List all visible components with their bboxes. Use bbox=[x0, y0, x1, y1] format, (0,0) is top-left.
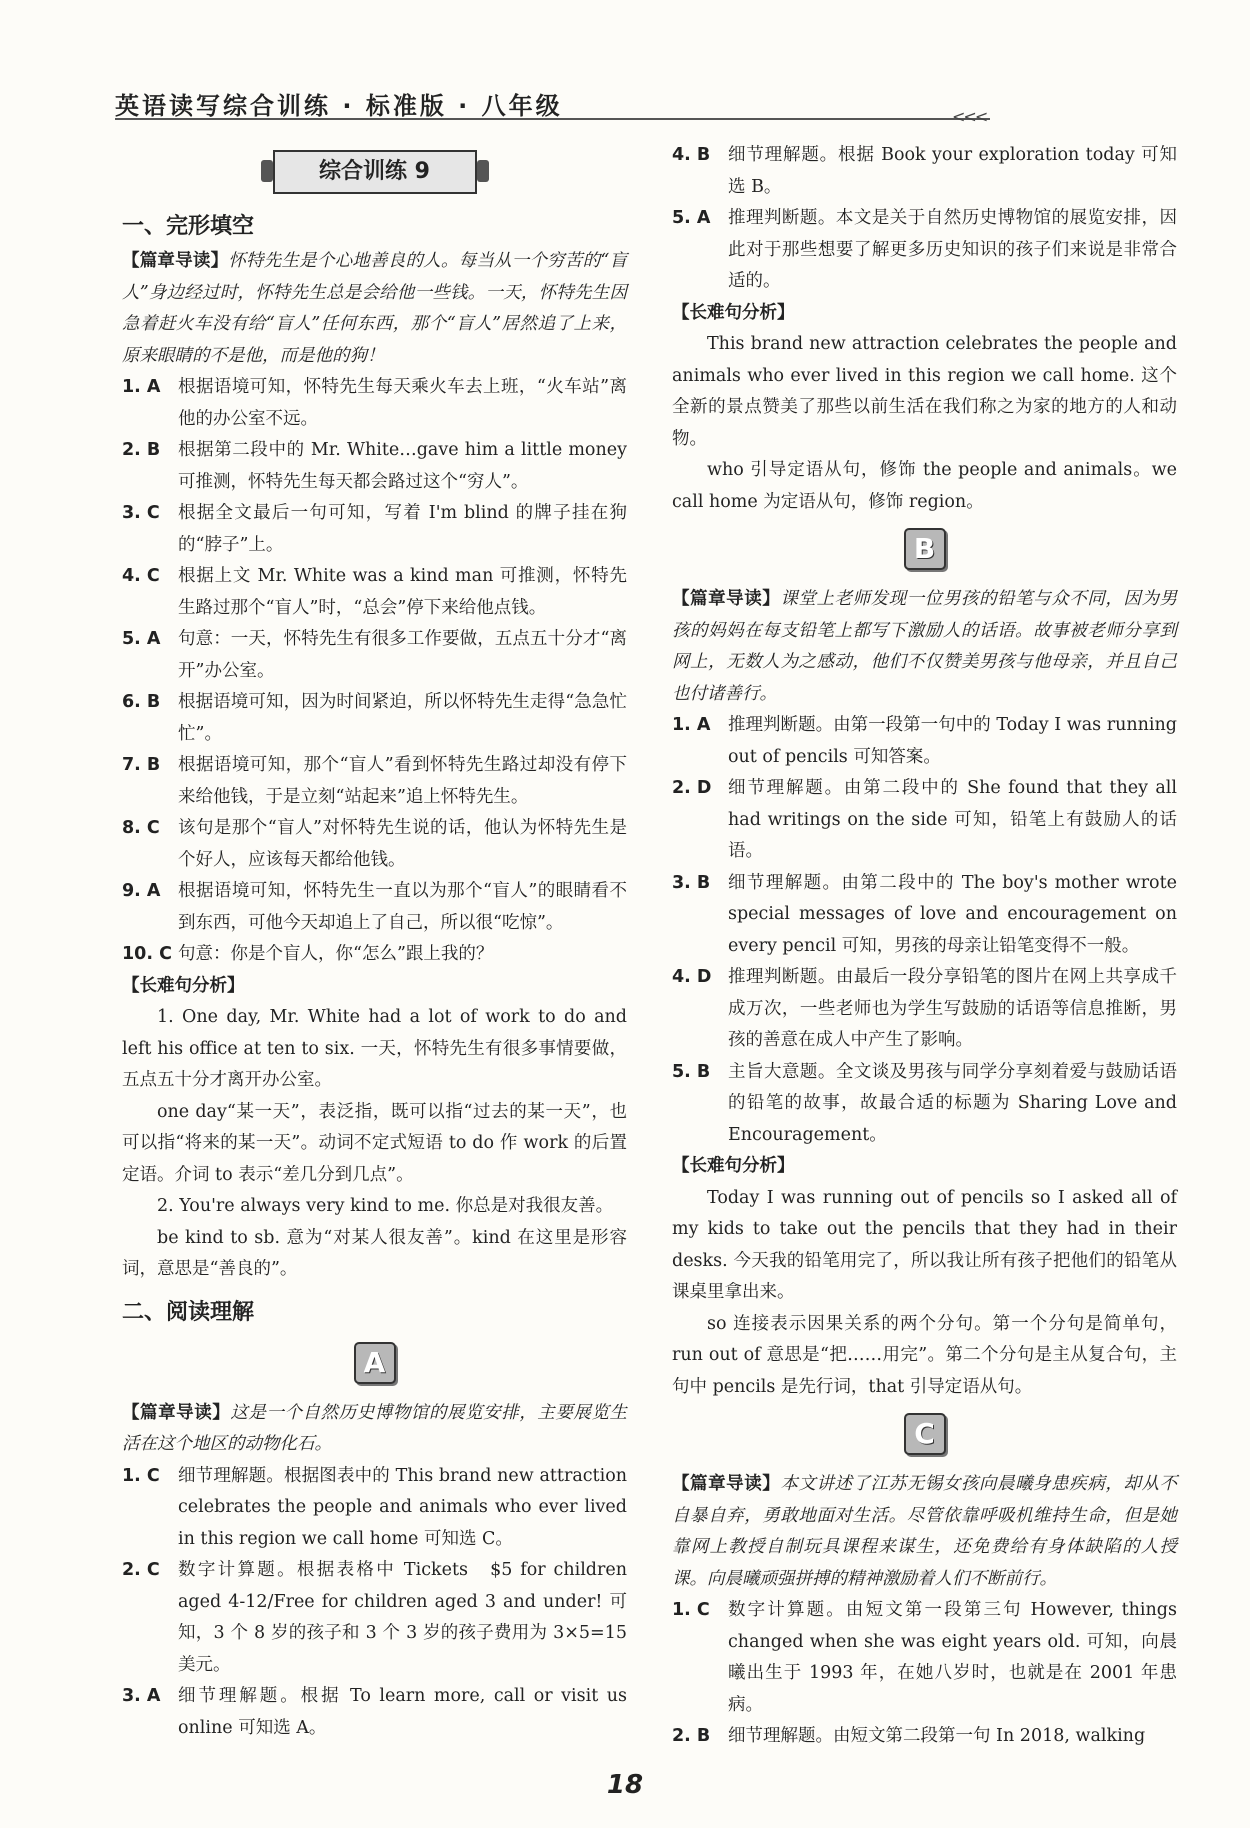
answer-item bbox=[672, 710, 1177, 773]
guide-b bbox=[672, 584, 1177, 710]
answer-item bbox=[122, 624, 627, 687]
answer-text: 细节理解题。根据图表中的 This brand new attraction celebrates the people and animals who ever lived in this region we call home 可知选 C。 bbox=[178, 1465, 627, 1549]
answer-item bbox=[122, 939, 627, 971]
guide-tag: 【篇章导读】 bbox=[672, 1474, 781, 1494]
passage-a-badge: A bbox=[354, 1342, 396, 1384]
answer-item bbox=[672, 773, 1177, 868]
guide-c bbox=[672, 1469, 1177, 1595]
answer-number: 4. C bbox=[122, 566, 160, 586]
guide-text: 本文讲述了江苏无锡女孩向晨曦身患疾病，却从不自暴自弃，勇敢地面对生活。尽管依靠呼吸机维持生命，但是她靠网上教授自制玩具课程来谋生，还免费给有身体缺陷的人授课。向晨曦顽强拼搏的精神激励着人们不断前行。 bbox=[672, 1474, 1178, 1589]
passage-b-badge: B bbox=[904, 528, 946, 570]
answer-item bbox=[122, 1555, 627, 1681]
answer-list-c bbox=[672, 1595, 1177, 1753]
guide-tag: 【篇章导读】 bbox=[672, 589, 781, 609]
answer-text: 细节理解题。由第二段中的 The boy's mother wrote special messages of love and encouragement on every pencil 可知，男孩的母亲让铅笔变得不一般。 bbox=[728, 872, 1177, 956]
guide-text: 课堂上老师发现一位男孩的铅笔与众不同，因为男孩的妈妈在每支铅笔上都写下激励人的话语。故事被老师分享到网上，无数人为之感动，他们不仅赞美男孩与他母亲，并且自己也付诸善行。 bbox=[672, 589, 1178, 704]
long-sentence-paragraph: 1. One day, Mr. White had a lot of work to do and left his office at ten to six. 一天，怀特先生有很多事情要做，五点五十分才离开办公室。 bbox=[122, 1007, 627, 1090]
answer-item bbox=[122, 372, 627, 435]
answer-number: 2. C bbox=[122, 1560, 160, 1580]
answer-number: 7. B bbox=[122, 755, 161, 775]
answer-text: 根据语境可知，怀特先生一直以为那个“盲人”的眼睛看不到东西，可他今天却追上了自己，所以很“吃惊”。 bbox=[178, 881, 627, 933]
answer-item bbox=[122, 435, 627, 498]
long-sentence-paragraph: This brand new attraction celebrates the people and animals who ever lived in this region we call home. 这个全新的景点赞美了那些以前生活在我们称之为家的地方的人和动物。 bbox=[672, 334, 1177, 449]
answer-text: 主旨大意题。全文谈及男孩与同学分享刻着爱与鼓励话语的铅笔的故事，故最合适的标题为 Sharing Love and Encouragement。 bbox=[728, 1061, 1177, 1145]
answer-text: 句意：一天，怀特先生有很多工作要做，五点五十分才“离开”办公室。 bbox=[178, 629, 627, 681]
section-reading-title: 二、阅读理解 bbox=[122, 1299, 255, 1325]
answer-number: 10. C bbox=[122, 944, 172, 964]
answer-item bbox=[122, 498, 627, 561]
answer-item bbox=[122, 813, 627, 876]
answer-text: 细节理解题。由短文第二段第一句 In 2018, walking bbox=[728, 1726, 1146, 1746]
answer-number: 2. D bbox=[672, 778, 712, 798]
answer-item bbox=[122, 1461, 627, 1556]
answer-list-a-cont bbox=[672, 140, 1177, 298]
answer-number: 2. B bbox=[122, 440, 161, 460]
answer-text: 细节理解题。由第二段中的 She found that they all had writings on the side 可知，铅笔上有鼓励人的话语。 bbox=[728, 778, 1177, 861]
answer-text: 细节理解题。根据 Book your exploration today 可知选 B。 bbox=[728, 145, 1177, 197]
long-sentence-paragraph: Today I was running out of pencils so I asked all of my kids to take out the pencils that they had in their desks. 今天我的铅笔用完了，所以我让所有孩子把他们的铅笔从课桌里拿出来。 bbox=[672, 1187, 1177, 1302]
answer-item bbox=[672, 140, 1177, 203]
answer-list-a bbox=[122, 1461, 627, 1745]
answer-list-b bbox=[672, 710, 1177, 1151]
answer-number: 9. A bbox=[122, 881, 161, 901]
answer-text: 推理判断题。由第一段第一句中的 Today I was running out of pencils 可知答案。 bbox=[728, 715, 1177, 767]
answer-item bbox=[122, 687, 627, 750]
long-sentence-tag: 【长难句分析】 bbox=[122, 975, 245, 996]
guide-cloze bbox=[122, 246, 627, 372]
answer-number: 1. A bbox=[122, 377, 161, 397]
answer-text: 根据全文最后一句可知，写着 I'm blind 的牌子挂在狗的“脖子”上。 bbox=[178, 503, 627, 555]
long-sentence-tag: 【长难句分析】 bbox=[672, 1156, 795, 1176]
right-column bbox=[672, 140, 1177, 1753]
header-rule bbox=[115, 118, 990, 120]
guide-text: 这是一个自然历史博物馆的展览安排，主要展览生活在这个地区的动物化石。 bbox=[122, 1402, 628, 1454]
answer-number: 5. B bbox=[672, 1061, 711, 1082]
answer-text: 该句是那个“盲人”对怀特先生说的话，他认为怀特先生是个好人，应该每天都给他钱。 bbox=[178, 818, 627, 870]
answer-text: 推理判断题。本文是关于自然历史博物馆的展览安排，因此对于那些想要了解更多历史知识的孩子们来说是非常合适的。 bbox=[728, 208, 1177, 291]
header-arrows: <<< bbox=[952, 107, 987, 126]
answer-text: 细节理解题。根据 To learn more, call or visit us online 可知选 A。 bbox=[178, 1686, 627, 1738]
answer-item bbox=[672, 203, 1177, 298]
answer-item bbox=[122, 876, 627, 939]
answer-list-cloze bbox=[122, 372, 627, 971]
long-sentence-tag: 【长难句分析】 bbox=[672, 302, 795, 323]
answer-text: 数字计算题。根据表格中 Tickets $5 for children aged 4-12/Free for children aged 3 and under! 可知，3 个 8 岁的孩子和 3 个 3 岁的孩子费用为 3×5=15 美元。 bbox=[178, 1560, 627, 1675]
guide-text: 怀特先生是个心地善良的人。每当从一个穷苦的“盲人”身边经过时，怀特先生总是会给他一些钱。一天，怀特先生因急着赶火车没有给“盲人”任何东西，那个“盲人”居然追了上来，原来眼睛的不是他，而是他的狗！ bbox=[122, 251, 627, 366]
answer-item bbox=[672, 962, 1177, 1057]
answer-text: 根据上文 Mr. White was a kind man 可推测，怀特先生路过那个“盲人”时，“总会”停下来给他点钱。 bbox=[178, 566, 627, 618]
answer-text: 句意：你是个盲人，你“怎么”跟上我的？ bbox=[178, 944, 494, 964]
answer-text: 根据语境可知，怀特先生每天乘火车去上班，“火车站”离他的办公室不远。 bbox=[178, 377, 627, 429]
answer-item bbox=[672, 868, 1177, 963]
section-cloze-title: 一、完形填空 bbox=[122, 214, 255, 239]
guide-a bbox=[122, 1398, 627, 1461]
long-sentence-paragraph: 2. You're always very kind to me. 你总是对我很友善。 bbox=[157, 1196, 614, 1216]
answer-item bbox=[122, 1681, 627, 1744]
left-column bbox=[122, 140, 627, 1744]
answer-number: 5. A bbox=[672, 208, 711, 228]
answer-number: 4. D bbox=[672, 967, 712, 987]
answer-number: 3. A bbox=[122, 1686, 161, 1706]
answer-item bbox=[122, 750, 627, 813]
answer-number: 2. B bbox=[672, 1726, 711, 1746]
answer-number: 3. C bbox=[122, 503, 160, 523]
answer-text: 推理判断题。由最后一段分享铅笔的图片在网上共享成千成万次，一些老师也为学生写鼓励的话语等信息推断，男孩的善意在成人中产生了影响。 bbox=[728, 967, 1177, 1050]
answer-number: 5. A bbox=[122, 629, 161, 649]
answer-text: 根据语境可知，因为时间紧迫，所以怀特先生走得“急急忙忙”。 bbox=[178, 692, 627, 744]
answer-number: 3. B bbox=[672, 872, 711, 893]
answer-number: 8. C bbox=[122, 818, 160, 838]
answer-number: 4. B bbox=[672, 145, 711, 165]
exercise-title: 综合训练 9 bbox=[273, 150, 477, 194]
long-sentence-paragraph: who 引导定语从句，修饰 the people and animals。we call home 为定语从句，修饰 region。 bbox=[672, 460, 1177, 512]
answer-number: 1. A bbox=[672, 715, 711, 735]
answer-number: 1. C bbox=[672, 1600, 710, 1620]
answer-item bbox=[672, 1595, 1177, 1721]
answer-item bbox=[672, 1721, 1177, 1753]
answer-number: 1. C bbox=[122, 1465, 160, 1486]
passage-c-badge: C bbox=[904, 1413, 946, 1455]
guide-tag: 【篇章导读】 bbox=[122, 251, 229, 271]
answer-item bbox=[672, 1057, 1177, 1152]
long-sentence-paragraph: be kind to sb. 意为“对某人很友善”。kind 在这里是形容词，意思是“善良的”。 bbox=[122, 1227, 627, 1279]
page-number: 18 bbox=[606, 1770, 644, 1800]
answer-text: 根据语境可知，那个“盲人”看到怀特先生路过却没有停下来给他钱，于是立刻“站起来”追上怀特先生。 bbox=[178, 755, 627, 807]
running-header: 英语读写综合训练 · 标准版 · 八年级 bbox=[115, 92, 563, 120]
answer-text: 根据第二段中的 Mr. White…gave him a little money 可推测，怀特先生每天都会路过这个“穷人”。 bbox=[178, 440, 627, 492]
guide-tag: 【篇章导读】 bbox=[122, 1402, 231, 1423]
long-sentence-paragraph: so 连接表示因果关系的两个分句。第一个分句是简单句，run out of 意思是“把……用完”。第二个分句是主从复合句，主句中 pencils 是先行词，that 引导定语从句。 bbox=[672, 1313, 1177, 1397]
answer-text: 数字计算题。由短文第一段第三句 However, things changed when she was eight years old. 可知，向晨曦出生于 1993 年，在她八岁时，也就是在 2001 年患病。 bbox=[728, 1600, 1177, 1715]
long-sentence-paragraph: one day“某一天”，表泛指，既可以指“过去的某一天”，也可以指“将来的某一天”。动词不定式短语 to do 作 work 的后置定语。介词 to 表示“差几分到几点”。 bbox=[122, 1101, 627, 1185]
answer-number: 6. B bbox=[122, 692, 161, 712]
answer-item bbox=[122, 561, 627, 624]
